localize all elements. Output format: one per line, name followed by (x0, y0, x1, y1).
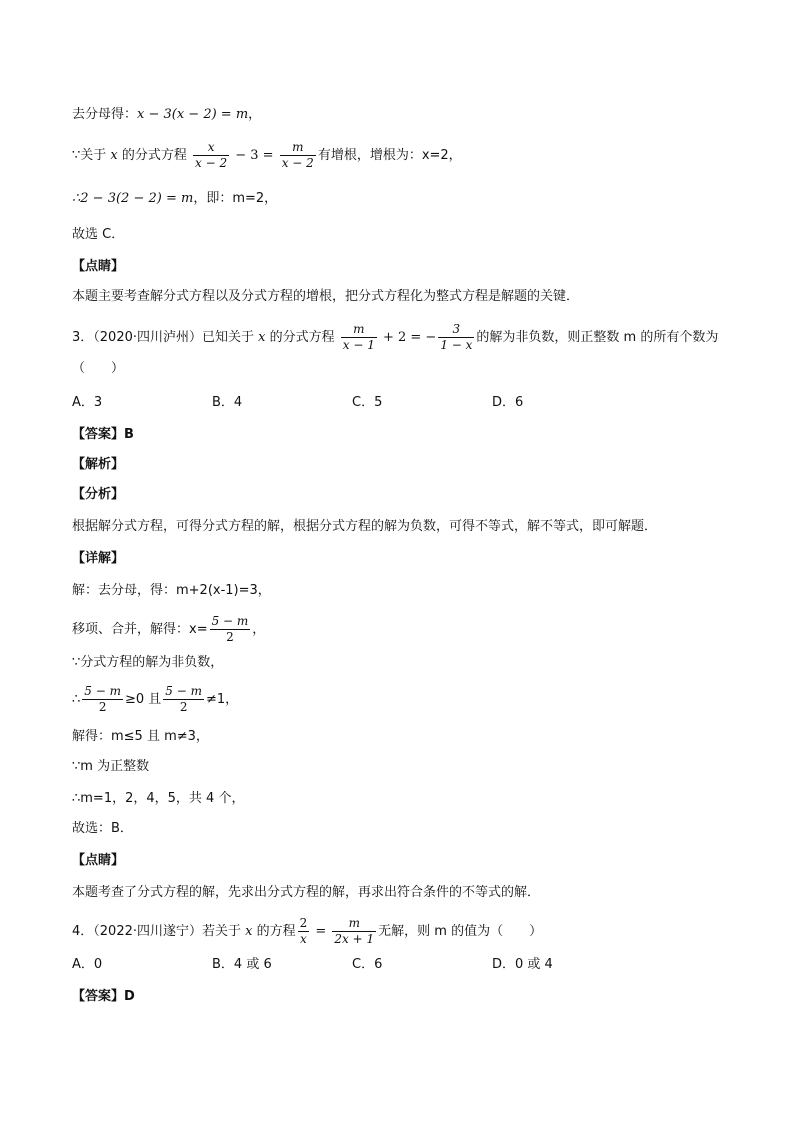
text: 移项、合并，解得：x= (72, 622, 208, 637)
fraction (438, 322, 474, 353)
question-4-stem (72, 916, 734, 947)
text: ，即：m=2， (193, 191, 278, 206)
text: ， (252, 622, 266, 637)
choose-line: 故选 C． (72, 227, 125, 242)
fraction (193, 140, 229, 171)
text: 的解为非负数，则正整数 m 的所有个数为 (476, 330, 719, 345)
operator: + 2 = − (378, 330, 437, 345)
comment-text: 本题考查了分式方程的解，先求出分式方程的解，再求出符合条件的不等式的解． (72, 885, 541, 900)
fraction (82, 684, 123, 715)
equation: ∴2 − 3(2 − 2) = m (72, 191, 194, 206)
section-tag-fenxi: 【分析】 (72, 487, 125, 502)
step-label: 去分母得： (72, 107, 138, 122)
step-increased-root (72, 140, 734, 171)
denominator: 2 (98, 700, 107, 714)
text: ≠1， (205, 692, 239, 707)
step-clear-denominator (72, 106, 734, 124)
fraction (298, 916, 310, 947)
numerator: 5 − m (211, 614, 249, 628)
numerator: 5 − m (165, 684, 202, 698)
detail-step-3: ∵分式方程的解为非负数， (72, 655, 224, 670)
denominator: x (300, 932, 307, 946)
variable-x: x (258, 330, 266, 345)
text: 无解，则 m 的值为（ ） (378, 924, 543, 939)
denominator: x − 2 (281, 156, 314, 170)
numerator: x (193, 140, 229, 156)
denominator: x − 2 (195, 156, 228, 170)
text: ∵关于 (72, 148, 111, 163)
text: 4．（2022·四川遂宁）若关于 (72, 924, 246, 939)
text: ∴ (72, 692, 81, 707)
answer-tag: 【答案】D (72, 989, 135, 1004)
denominator: 2 (226, 630, 234, 644)
denominator: 1 − x (440, 338, 473, 352)
variable-x: x (110, 148, 118, 163)
numerator: 2 (299, 916, 308, 930)
answer-tag: 【答案】B (72, 427, 134, 442)
punctuation: ， (248, 107, 262, 122)
fraction (280, 140, 316, 171)
text: 有增根，增根为：x=2， (317, 148, 462, 163)
question-3-paren: （ ） (72, 361, 125, 376)
text: 的分式方程 (265, 330, 335, 345)
variable-x: x (245, 924, 253, 939)
question-3-stem (72, 322, 734, 353)
option-a: A．3 (72, 395, 103, 410)
detail-step-4 (72, 684, 734, 715)
section-tag-detail: 【详解】 (72, 551, 125, 566)
operator: − 3 = (231, 148, 278, 163)
text: 3．（2020·四川泸州）已知关于 (72, 330, 259, 345)
equation: x − 3(x − 2) = m (137, 107, 249, 122)
section-tag-comment: 【点睛】 (72, 259, 125, 274)
question-3-options (72, 394, 734, 412)
question-4-options (72, 956, 734, 974)
option-d: D．6 (492, 395, 524, 410)
option-c: C．5 (352, 395, 383, 410)
numerator: m (332, 916, 376, 932)
option-b: B．4 (212, 395, 243, 410)
option-c: C．6 (352, 957, 383, 972)
detail-step-2 (72, 614, 734, 645)
fraction (210, 614, 251, 645)
text: 的方程 (252, 924, 296, 939)
section-tag-analysis: 【解析】 (72, 457, 125, 472)
detail-step-8: 故选：B． (72, 821, 133, 836)
detail-step-7: ∴m=1，2，4，5，共 4 个， (72, 791, 245, 806)
numerator: 3 (438, 322, 474, 338)
detail-step-6: ∵m 为正整数 (72, 759, 150, 774)
detail-step-1: 解：去分母，得：m+2(x-1)=3， (72, 583, 271, 598)
denominator: 2x + 1 (334, 932, 375, 946)
numerator: 5 − m (84, 684, 121, 698)
option-d: D．0 或 4 (492, 957, 553, 972)
fraction (163, 684, 204, 715)
operator: = (311, 924, 331, 939)
fraction (332, 916, 376, 947)
numerator: m (280, 140, 316, 156)
fraction (341, 322, 377, 353)
analysis-text: 根据解分式方程，可得分式方程的解，根据分式方程的解为负数，可得不等式，解不等式，即可解题． (72, 519, 658, 534)
detail-step-5: 解得：m≤5 且 m≠3， (72, 729, 209, 744)
text: ≥0 且 (124, 692, 162, 707)
text: 的分式方程 (117, 148, 187, 163)
comment-text: 本题主要考查解分式方程以及分式方程的增根，把分式方程化为整式方程是解题的关键． (72, 289, 580, 304)
denominator: 2 (179, 700, 188, 714)
option-b: B．4 或 6 (212, 957, 272, 972)
section-tag-comment: 【点睛】 (72, 853, 125, 868)
denominator: x − 1 (342, 338, 375, 352)
numerator: m (341, 322, 377, 338)
step-substitute (72, 190, 734, 208)
option-a: A．0 (72, 957, 103, 972)
